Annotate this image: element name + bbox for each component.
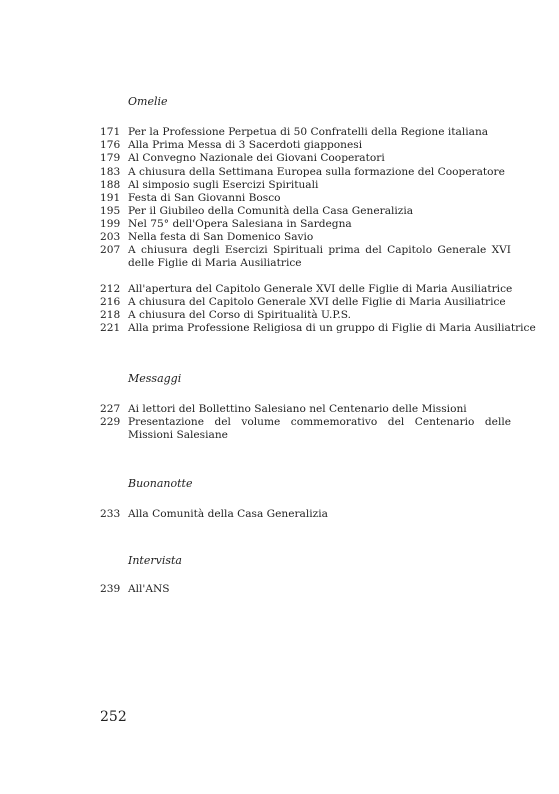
entry-page-number: 183 bbox=[100, 166, 121, 178]
entry-page-number: 239 bbox=[100, 583, 121, 595]
entry-title: All'ANS bbox=[128, 583, 170, 595]
entry-page-number: 221 bbox=[100, 322, 121, 334]
entry-title: A chiusura della Settimana Europea sulla formazione del Cooperatore bbox=[128, 166, 505, 178]
section-title: Omelie bbox=[128, 95, 168, 108]
entry-title: Per il Giubileo della Comunità della Casa Generalizia bbox=[128, 205, 414, 217]
entry-page-number: 207 bbox=[100, 244, 121, 256]
entry-title: Alla prima Professione Religiosa di un gruppo di Figlie di Maria Ausiliatrice bbox=[128, 322, 536, 334]
entry-page-number: 171 bbox=[100, 126, 121, 138]
page-number: 252 bbox=[100, 709, 127, 725]
entry-title: A chiusura del Corso di Spiritualità U.P.S. bbox=[128, 309, 351, 321]
entry-page-number: 218 bbox=[100, 309, 121, 321]
entry-title: Presentazione del volume commemorativo del Centenario delle Missioni Salesiane bbox=[128, 416, 511, 441]
entry-page-number: 179 bbox=[100, 152, 121, 164]
entry-title: Festa di San Giovanni Bosco bbox=[128, 192, 281, 204]
entry-title: Al simposio sugli Esercizi Spirituali bbox=[128, 179, 319, 191]
entry-page-number: 176 bbox=[100, 139, 121, 151]
entry-title: A chiusura del Capitolo Generale XVI delle Figlie di Maria Ausiliatrice bbox=[128, 296, 506, 308]
entry-title: Ai lettori del Bollettino Salesiano nel Centenario delle Missioni bbox=[128, 403, 467, 415]
entry-title: Al Convegno Nazionale dei Giovani Cooperatori bbox=[128, 152, 385, 164]
section-title: Messaggi bbox=[128, 372, 182, 385]
entry-title: Alla Prima Messa di 3 Sacerdoti giapponesi bbox=[128, 139, 363, 151]
entry-page-number: 199 bbox=[100, 218, 121, 230]
entry-page-number: 212 bbox=[100, 283, 121, 295]
entry-page-number: 229 bbox=[100, 416, 121, 428]
entry-page-number: 191 bbox=[100, 192, 121, 204]
entry-page-number: 203 bbox=[100, 231, 121, 243]
entry-page-number: 195 bbox=[100, 205, 121, 217]
entry-title: Nella festa di San Domenico Savio bbox=[128, 231, 314, 243]
entry-page-number: 227 bbox=[100, 403, 121, 415]
entry-page-number: 216 bbox=[100, 296, 121, 308]
section-title: Intervista bbox=[128, 554, 182, 567]
entry-title: Alla Comunità della Casa Generalizia bbox=[128, 508, 328, 520]
entry-title: Per la Professione Perpetua di 50 Confratelli della Regione italiana bbox=[128, 126, 489, 138]
entry-title: A chiusura degli Esercizi Spirituali prima del Capitolo Generale XVI delle Figlie di Maria Ausiliatrice bbox=[128, 244, 511, 269]
entry-page-number: 188 bbox=[100, 179, 121, 191]
entry-title: Nel 75° dell'Opera Salesiana in Sardegna bbox=[128, 218, 352, 230]
entry-title: All'apertura del Capitolo Generale XVI delle Figlie di Maria Ausiliatrice bbox=[128, 283, 513, 295]
section-title: Buonanotte bbox=[128, 477, 193, 490]
entry-page-number: 233 bbox=[100, 508, 121, 520]
